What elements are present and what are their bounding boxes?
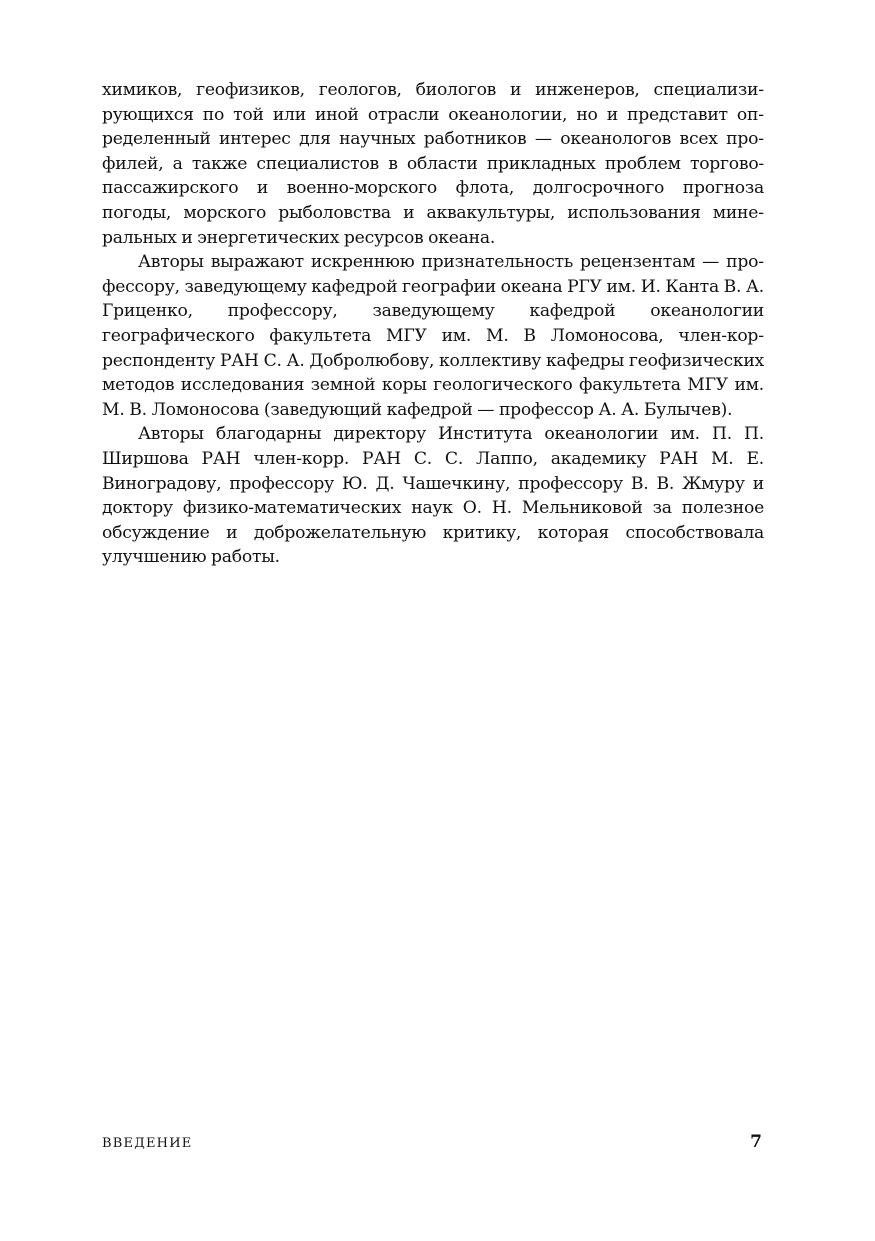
paragraph-continuation: химиков, геофизиков, геологов, биологов и инженеров, специализирующихся по той или иной отрасли океанологии, но и представит определенный интерес для научных работников — океанологов всех профилей, а также специалистов в области прикладных проблем торгово-пассажирского и военно-морского флота, долгосрочного прогноза погоды, морского рыболовства и аквакультуры, использования минеральных и энергетических ресурсов океана. xyxy=(102,80,764,248)
body-text xyxy=(102,78,764,570)
page-number: 7 xyxy=(750,1132,762,1152)
paragraph-acknowledgement-reviewers: Авторы выражают искреннюю признательность рецензентам — профессору, заведующему кафедрой географии океана РГУ им. И. Канта В. А. Гриценко, профессору, заведующему кафедрой океанологии географического факультета МГУ им. М. В Ломоносова, член-корреспонденту РАН С. А. Добролюбову, коллективу кафедры геофизических методов исследования земной коры геологического факультета МГУ им. М. В. Ломоносова (заведующий кафедрой — профессор А. А. Булычев). xyxy=(102,252,764,420)
running-footer-title: ВВЕДЕНИЕ xyxy=(102,1136,193,1151)
paragraph-acknowledgement-colleagues: Авторы благодарны директору Института океанологии им. П. П. Ширшова РАН член-корр. РАН С. С. Лаппо, академику РАН М. Е. Виноградову, профессору Ю. Д. Чашечкину, профессору В. В. Жмуру и доктору физико-математических наук О. Н. Мельниковой за полезное обсуждение и доброжелательную критику, которая способствовала улучшению работы. xyxy=(102,424,764,568)
